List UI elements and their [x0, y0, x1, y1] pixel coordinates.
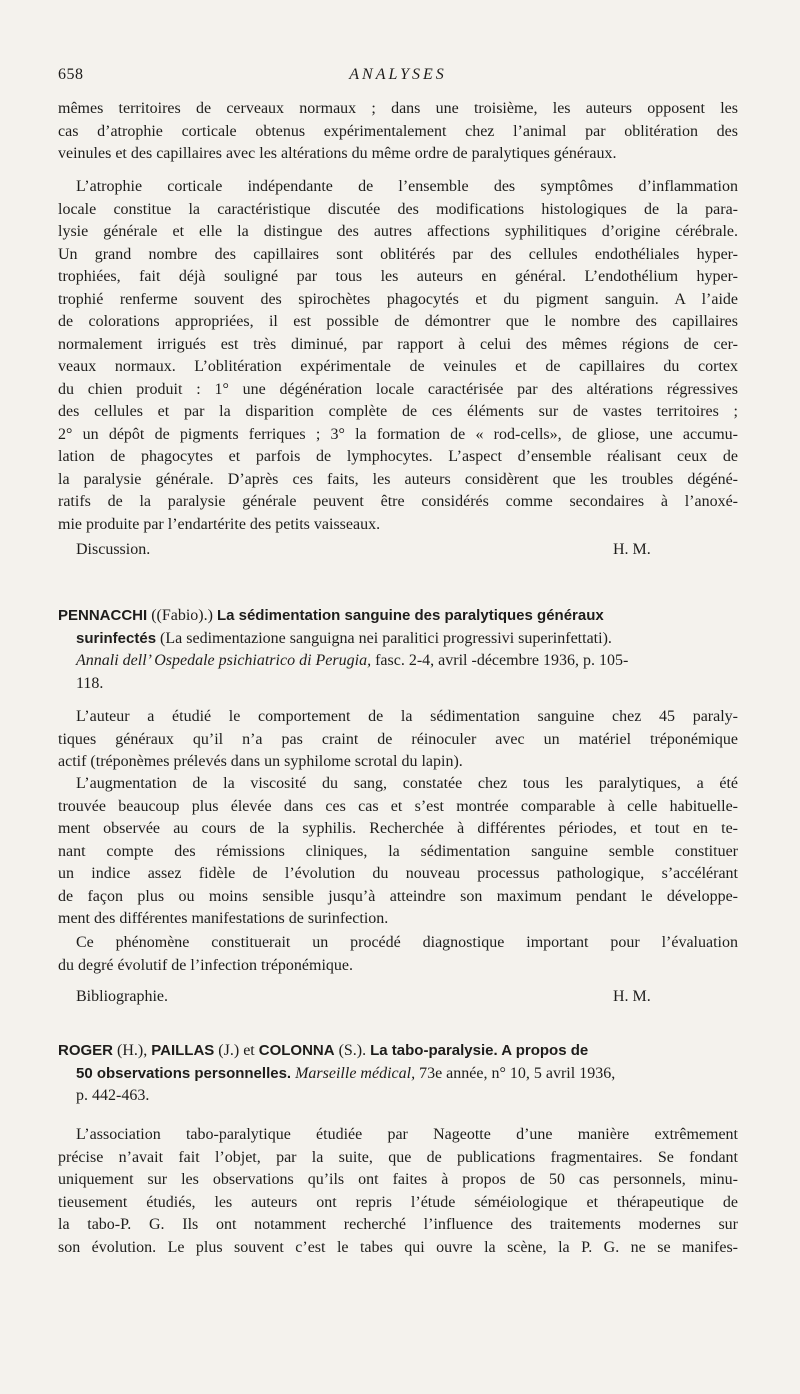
text-line: actif (tréponèmes prélevés dans un syphilome scrotal du lapin). — [58, 753, 463, 770]
reference-pages: 118. — [76, 674, 104, 692]
text-line: uniquement sur les observations qu’ils ont faites à propos de 50 cas personnels, minu- — [58, 1171, 738, 1188]
heading-line — [58, 628, 738, 651]
text-line: mie produite par l’endartérite des petits vaisseaux. — [58, 515, 381, 533]
text-line: trouvée beaucoup plus élevée dans ces cas et s’est montrée comparable à celle habituelle- — [58, 797, 738, 815]
heading-line — [58, 650, 738, 673]
text-line: la tabo-P. G. Ils ont notamment recherché l’influence des traitements modernes sur — [58, 1216, 738, 1233]
author-conjunction: et — [243, 1042, 255, 1059]
text-line: ratifs de la paralysie générale peuvent être considérés comme secondaires à l’anoxé- — [58, 493, 738, 510]
pennacchi-paragraph-3 — [58, 932, 738, 977]
text-line: la paralysie générale. D’après ces faits, les auteurs considèrent que les troubles dégéné- — [58, 470, 738, 488]
original-title: (La sedimentazione sanguigna nei paralitici progressivi superinfettati). — [160, 629, 612, 647]
text-line: L’augmentation de la viscosité du sang, constatée chez tous les paralytiques, a été — [76, 775, 738, 792]
text-line: un indice assez fidèle de l’évolution du nouveau processus pathologique, s’accélérant — [58, 865, 738, 882]
running-title: ANALYSES — [349, 66, 447, 83]
signoff-initials: H. M. — [613, 541, 651, 558]
text-line: tieusement étudiés, les auteurs ont repris l’étude séméiologique et thérapeutique de — [58, 1193, 738, 1211]
text-line: L’atrophie corticale indépendante de l’ensemble des symptômes d’inflammation — [76, 178, 738, 195]
author-name: COLONNA — [258, 1042, 335, 1059]
text-line: mêmes territoires de cerveaux normaux ; dans une troisième, les auteurs opposent les — [58, 100, 738, 117]
text-line: Ce phénomène constituerait un procédé diagnostique important pour l’évaluation — [76, 934, 738, 951]
text-line: ment des différentes manifestations de surinfection. — [58, 910, 389, 927]
text-line: nant compte des rémissions cliniques, la sédimentation sanguine semble constituer — [58, 842, 738, 860]
text-line: son évolution. Le plus souvent c’est le tabes qui ouvre la scène, la P. G. ne se manifes- — [58, 1238, 738, 1256]
entry-title-cont: 50 observations personnelles. — [76, 1064, 292, 1082]
text-line: 2° un dépôt de pigments ferriques ; 3° la formation de « rod-cells», de gliose, une accumu- — [58, 425, 738, 443]
signoff-label: Discussion. — [76, 541, 151, 558]
text-line: veaux normaux. L’oblitération expérimentale de veinules et de capillaires du cortex — [58, 358, 738, 375]
author-name: PAILLAS — [151, 1042, 215, 1059]
signoff-label: Bibliographie. — [76, 988, 168, 1005]
text-line: cas d’atrophie corticale obtenus expérimentalement chez l’animal par oblitération des — [58, 122, 738, 140]
text-line: locale constitue la caractéristique discutée des modifications histologiques de la para- — [58, 200, 738, 218]
heading-line: PENNACCHI ((Fabio).) La sédimentation sanguine des paralytiques généraux — [58, 607, 604, 624]
author-initial: (J.) — [218, 1042, 240, 1059]
text-line: tiques généraux qu’il n’a pas craint de réinoculer avec un matériel tréponémique — [58, 730, 738, 748]
text-line: trophié renferme souvent des spirochètes phagocytés et du pigment sanguin. A l’aide — [58, 290, 738, 308]
text-line: des cellules et par la disparition complète de ces éléments sur de vastes territoires ; — [58, 403, 738, 420]
text-line: normalement irrigués est très diminué, par rapport à celui des mêmes régions de cer- — [58, 335, 738, 353]
text-line: du chien produit : 1° une dégénération locale caractérisée par des altérations régressives — [58, 380, 738, 398]
entry-title: La sédimentation sanguine des paralytiques généraux — [216, 607, 604, 624]
pennacchi-entry-heading — [58, 605, 738, 695]
text-line: trophiées, fait déjà souligné par tous les auteurs en général. L’endothélium hyper- — [58, 268, 738, 285]
author-name: PENNACCHI — [58, 607, 148, 624]
journal-name: Marseille médical, — [295, 1064, 416, 1082]
author-initial: (H.), — [117, 1042, 148, 1059]
pennacchi-paragraph-1 — [58, 706, 738, 774]
pennacchi-paragraph-2 — [58, 773, 738, 931]
text-line: de façon plus ou moins sensible jusqu’à atteindre son maximum pendant le développe- — [58, 887, 738, 905]
text-line: de colorations appropriées, il est possible de démontrer que le nombre des capillaires — [58, 313, 738, 330]
reference-details: fasc. 2-4, avril -décembre 1936, p. 105- — [375, 652, 629, 669]
heading-line — [58, 1040, 738, 1063]
entry-title-cont: surinfectés — [76, 629, 157, 647]
pennacchi-signoff — [58, 988, 738, 1010]
roger-entry-heading — [58, 1040, 738, 1108]
page-number: 658 — [58, 66, 84, 83]
text-line: lation de phagocytes et parfois de lymphocytes. L’aspect d’ensemble réalisant ceux de — [58, 448, 738, 465]
author-given: (Fabio). — [156, 607, 208, 624]
reference-pages: p. 442-463. — [76, 1087, 150, 1104]
heading-line — [58, 1063, 738, 1086]
page-header — [58, 66, 738, 88]
signoff-initials: H. M. — [613, 988, 651, 1005]
text-line: L’auteur a étudié le comportement de la sédimentation sanguine chez 45 paraly- — [76, 708, 738, 725]
text-line: du degré évolutif de l’infection tréponémique. — [58, 956, 354, 974]
author-initial: (S.). — [338, 1042, 367, 1059]
atrophy-paragraph — [58, 176, 738, 536]
reference-details: 73e année, n° 10, 5 avril 1936, — [419, 1064, 616, 1082]
intro-paragraph — [58, 98, 738, 166]
first-signoff — [58, 541, 738, 563]
entry-title: La tabo-paralysie. A propos de — [370, 1042, 589, 1059]
text-line: ment observée au cours de la syphilis. Recherchée à différentes périodes, et tout en te- — [58, 820, 738, 837]
roger-paragraph-1 — [58, 1124, 738, 1259]
text-line: précise n’avait fait l’objet, par la suite, que de publications fragmentaires. Se fondant — [58, 1148, 738, 1166]
journal-name: Annali dell’ Ospedale psichiatrico di Perugia, — [76, 652, 372, 669]
author-name: ROGER — [58, 1042, 114, 1059]
text-line: veinules et des capillaires avec les altérations du même ordre de paralytiques généraux. — [58, 145, 617, 162]
text-line: Un grand nombre des capillaires sont oblitérés par des cellules endothéliales hyper- — [58, 245, 738, 263]
text-line: L’association tabo-paralytique étudiée par Nageotte d’une manière extrêmement — [76, 1126, 738, 1143]
text-line: lysie générale et elle la distingue des autres affections syphilitiques d’origine cérébrale. — [58, 223, 738, 240]
